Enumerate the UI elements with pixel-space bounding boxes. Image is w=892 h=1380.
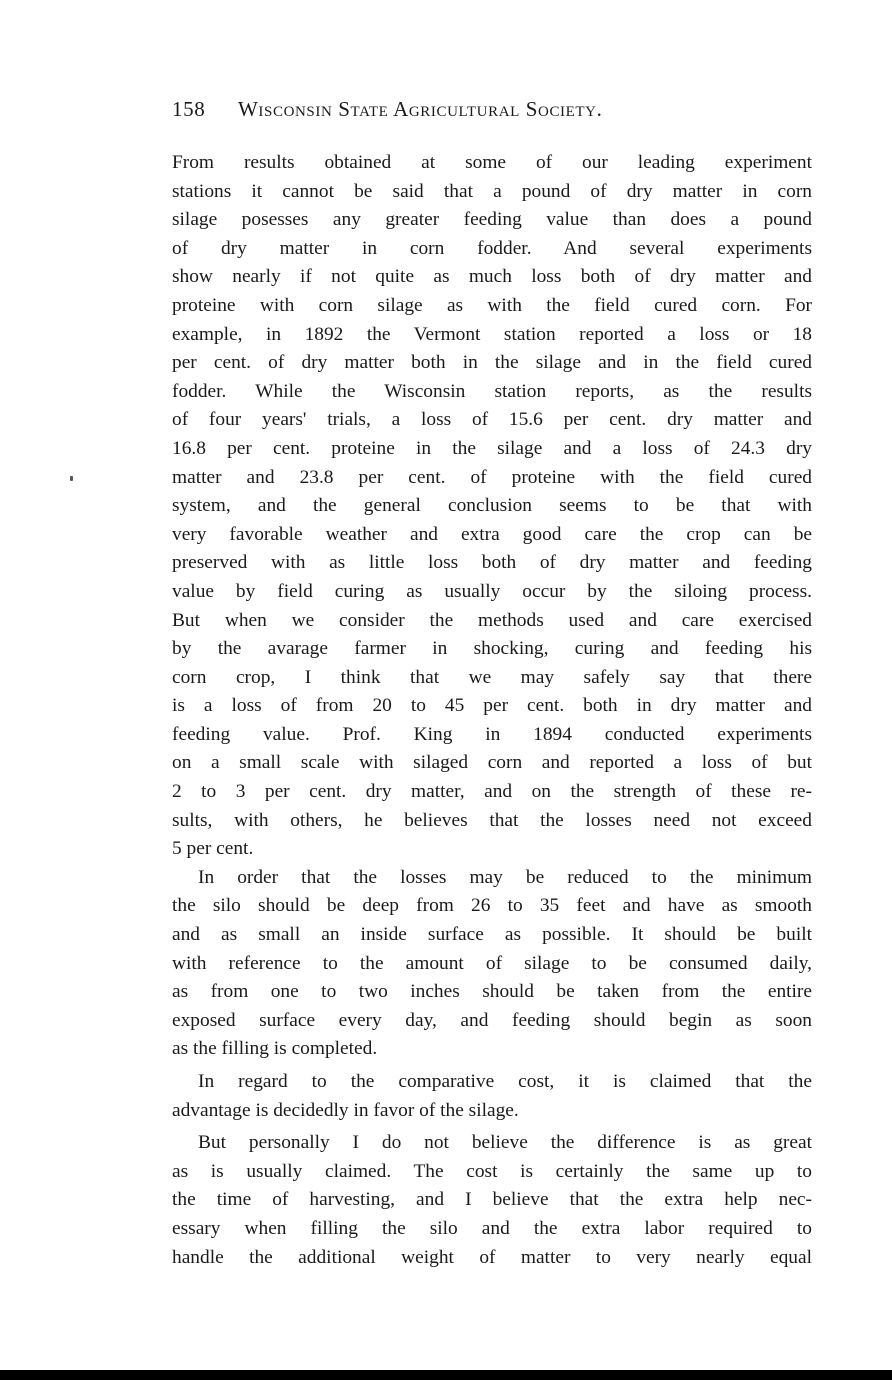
text-line: proteine with corn silage as with the field cured corn. For bbox=[172, 294, 812, 316]
text-line: and as small an inside surface as possible. It should be built bbox=[172, 924, 812, 946]
text-line: very favorable weather and extra good care the crop can be bbox=[172, 523, 812, 545]
text-line: corn crop, I think that we may safely say that there bbox=[172, 666, 812, 688]
running-title: Wisconsin State Agricultural Society. bbox=[238, 97, 603, 121]
text-line: In order that the losses may be reduced to the minimum bbox=[198, 866, 812, 888]
text-line: silage posesses any greater feeding value than does a pound bbox=[172, 209, 812, 231]
text-line: per cent. of dry matter both in the silage and in the field cured bbox=[172, 352, 812, 374]
text-line: example, in 1892 the Vermont station reported a loss or 18 bbox=[172, 323, 812, 345]
text-line: From results obtained at some of our leading experiment bbox=[172, 152, 812, 173]
text-line: 2 to 3 per cent. dry matter, and on the strength of these re- bbox=[172, 781, 812, 803]
text-line: is a loss of from 20 to 45 per cent. both in dry matter and bbox=[172, 695, 812, 717]
text-line: the silo should be deep from 26 to 35 feet and have as smooth bbox=[172, 895, 812, 917]
text-line: show nearly if not quite as much loss both of dry matter and bbox=[172, 266, 812, 288]
text-line: But when we consider the methods used and care exercised bbox=[172, 609, 812, 631]
page-number: 158 bbox=[172, 97, 206, 121]
body-text bbox=[172, 149, 812, 1272]
text-line: with reference to the amount of silage to be consumed daily, bbox=[172, 952, 812, 974]
text-line: on a small scale with silaged corn and reported a loss of but bbox=[172, 752, 812, 774]
text-line: stations it cannot be said that a pound of dry matter in corn bbox=[172, 180, 812, 202]
text-line: preserved with as little loss both of dry matter and feeding bbox=[172, 552, 812, 574]
text-line: value by field curing as usually occur by the siloing process. bbox=[172, 580, 812, 602]
text-line: as from one to two inches should be taken from the entire bbox=[172, 981, 812, 1003]
text-line: exposed surface every day, and feeding should begin as soon bbox=[172, 1009, 812, 1031]
text-line: by the avarage farmer in shocking, curing and feeding his bbox=[172, 638, 812, 660]
text-line: 5 per cent. bbox=[172, 838, 254, 860]
text-line: of four years' trials, a loss of 15.6 per cent. dry matter and bbox=[172, 409, 812, 431]
text-line: matter and 23.8 per cent. of proteine with the field cured bbox=[172, 466, 812, 488]
text-line: as is usually claimed. The cost is certainly the same up to bbox=[172, 1160, 812, 1182]
text-line: system, and the general conclusion seems to be that with bbox=[172, 495, 812, 517]
text-line: feeding value. Prof. King in 1894 conducted experiments bbox=[172, 723, 812, 745]
text-line: as the filling is completed. bbox=[172, 1038, 378, 1060]
text-line: In regard to the comparative cost, it is claimed that the bbox=[198, 1071, 812, 1092]
text-line: 16.8 per cent. proteine in the silage and a loss of 24.3 dry bbox=[172, 437, 812, 459]
stray-ink-mark bbox=[70, 476, 73, 481]
text-line: fodder. While the Wisconsin station reports, as the results bbox=[172, 380, 812, 402]
text-line: handle the additional weight of matter to very nearly equal bbox=[172, 1246, 812, 1268]
running-head bbox=[172, 94, 812, 124]
scan-bottom-edge bbox=[0, 1370, 892, 1380]
text-line: essary when filling the silo and the extra labor required to bbox=[172, 1217, 812, 1239]
text-line: sults, with others, he believes that the losses need not exceed bbox=[172, 809, 812, 831]
text-line: the time of harvesting, and I believe that the extra help nec- bbox=[172, 1189, 812, 1211]
text-line: But personally I do not believe the difference is as great bbox=[198, 1132, 812, 1154]
text-line: of dry matter in corn fodder. And several experiments bbox=[172, 237, 812, 259]
text-line: advantage is decidedly in favor of the silage. bbox=[172, 1099, 519, 1121]
